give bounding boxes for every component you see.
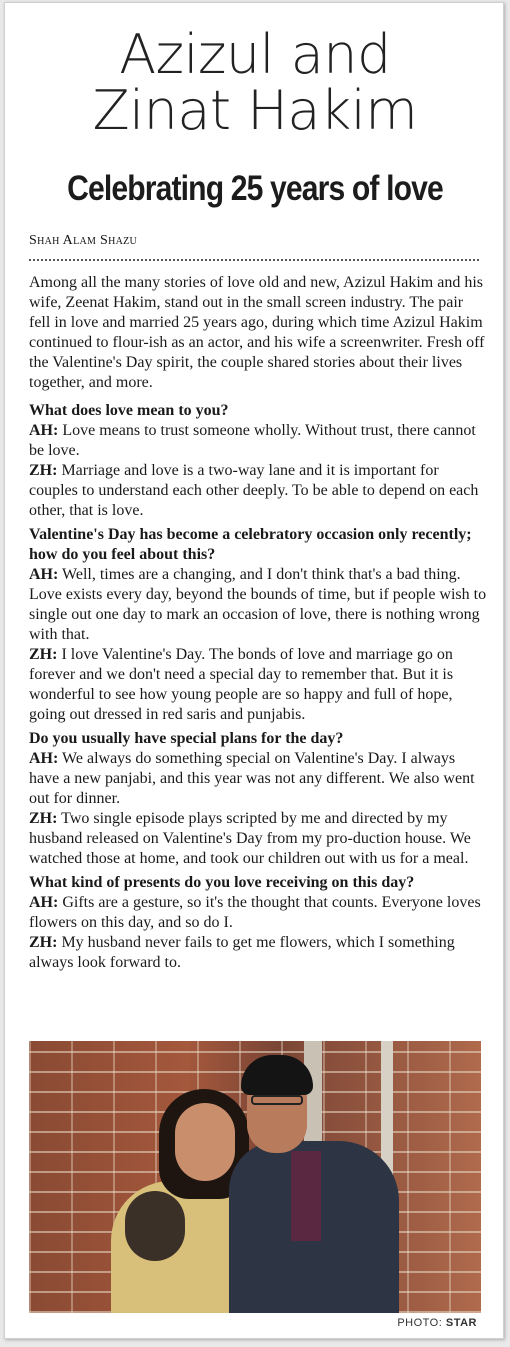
question-2: Valentine's Day has become a celebratory occasion only recently; how do you feel about this?: [29, 526, 472, 563]
article-subtitle: Celebrating 25 years of love: [67, 169, 443, 208]
intro-paragraph: Among all the many stories of love old and new, Azizul Hakim and his wife, Zeenat Hakim, stand out in the small screen industry. The pair fell in love and married 25 years ago, during which time Azizul Hakim continued to flour-ish as an actor, and his wife a screenwriter. Fresh off the Valentine's Day spirit, the couple shared stories about their lives together, and more.: [29, 274, 485, 391]
answer: [29, 809, 487, 869]
article-body: [29, 273, 487, 973]
woman-face: [175, 1103, 235, 1181]
speaker-label: ZH:: [29, 646, 58, 663]
byline: Shah Alam Shazu: [29, 233, 138, 248]
article-title: [5, 23, 505, 142]
man-hair: [241, 1055, 313, 1095]
couple-photo: [29, 1041, 481, 1313]
answer-text: We always do something special on Valentine's Day. I always have a new panjabi, and this year was not any different. We also went out for dinner.: [29, 750, 475, 807]
question-1: What does love mean to you?: [29, 402, 229, 419]
answer-text: My husband never fails to get me flowers, which I something always look forward to.: [29, 934, 455, 971]
answer-text: Well, times are a changing, and I don't think that's a bad thing. Love exists every day, beyond the bounds of time, but if people wish to single out one day to mark an occasion of love, there is nothing wrong with that.: [29, 566, 487, 643]
answer-text: Marriage and love is a two-way lane and it is important for couples to understand each other deeply. To be able to depend on each other, that is love.: [29, 462, 479, 519]
question-4: What kind of presents do you love receiving on this day?: [29, 874, 415, 891]
answer: [29, 461, 487, 521]
speaker-label: AH:: [29, 894, 59, 911]
photo-credit: [397, 1317, 477, 1329]
speaker-label: AH:: [29, 750, 59, 767]
question-3: Do you usually have special plans for the day?: [29, 730, 344, 747]
answer-text: Love means to trust someone wholly. Without trust, there cannot be love.: [29, 422, 476, 459]
title-line-2: Zinat Hakim: [92, 79, 418, 142]
answer: [29, 893, 487, 933]
answer-text: Gifts are a gesture, so it's the thought that counts. Everyone loves flowers on this day, and so do I.: [29, 894, 481, 931]
glasses: [251, 1095, 303, 1105]
speaker-label: ZH:: [29, 810, 58, 827]
speaker-label: ZH:: [29, 934, 58, 951]
dotted-divider: [29, 259, 479, 261]
title-line-1: Azizul and: [119, 23, 391, 86]
answer: [29, 749, 487, 809]
answer-text: Two single episode plays scripted by me and directed by my husband released on Valentine's Day from my pro-duction house. We watched those at home, and took our children out with us for a meal.: [29, 810, 471, 867]
man-shirt: [291, 1151, 321, 1241]
speaker-label: ZH:: [29, 462, 58, 479]
answer: [29, 565, 487, 645]
article-card: [4, 2, 504, 1339]
speaker-label: AH:: [29, 566, 59, 583]
answer: [29, 645, 487, 725]
woman-shawl: [125, 1191, 185, 1261]
photo-credit-source: STAR: [445, 1317, 477, 1329]
answer: [29, 421, 487, 461]
answer: [29, 933, 487, 973]
answer-text: I love Valentine's Day. The bonds of love and marriage go on forever and we don't need a special day to remember that. But it is wonderful to see how young people are so happy and full of hope, going out dressed in red saris and punjabis.: [29, 646, 454, 723]
speaker-label: AH:: [29, 422, 59, 439]
photo-credit-label: PHOTO:: [397, 1317, 443, 1329]
